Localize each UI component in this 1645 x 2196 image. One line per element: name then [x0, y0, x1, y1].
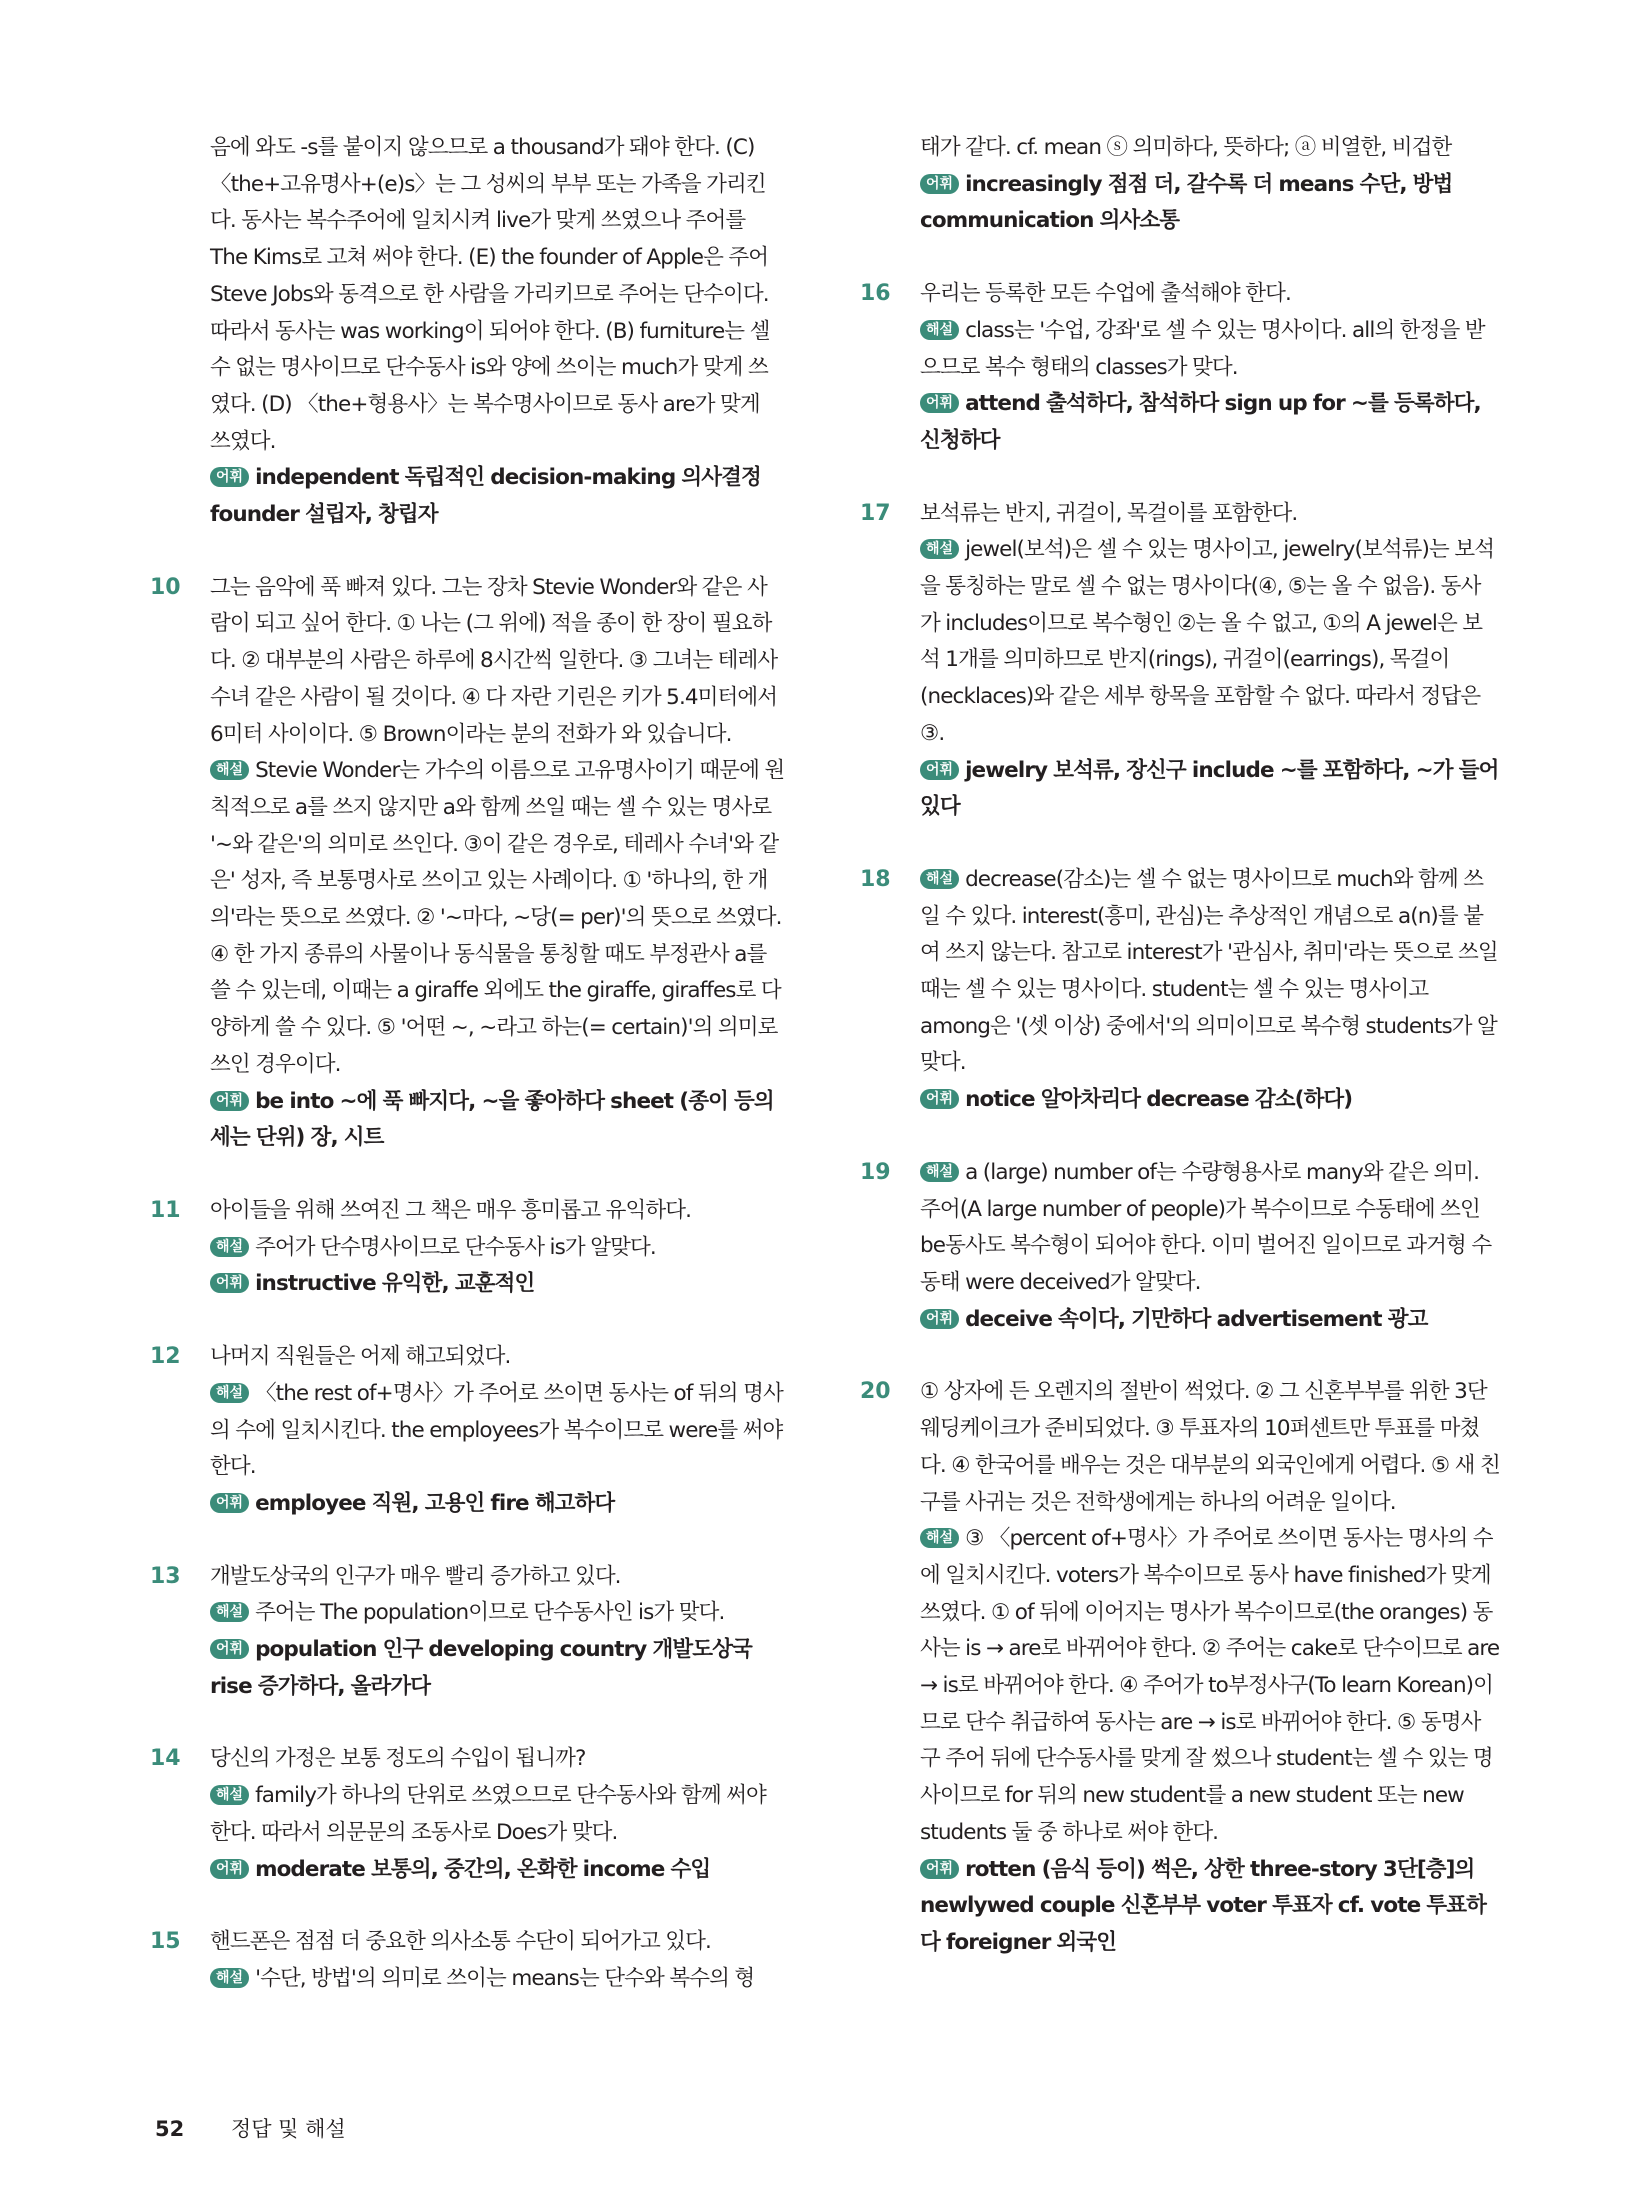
vocab-line: [210, 1632, 785, 1705]
vocab-badge: 어휘: [210, 1091, 249, 1111]
vocab-line: [920, 386, 1500, 459]
vocab-text: deceive 속이다, 기만하다 advertisement 광고: [965, 1306, 1428, 1332]
explanation-line: [210, 1230, 785, 1267]
question-11: [150, 1193, 785, 1303]
explanation-text: decrease(감소)는 셀 수 없는 명사이므로 much와 함께 쓰일 수 있다. interest(흥미, 관심)는 추상적인 개념으로 a(n)를 붙여 쓰지 않는다. 참고로 interest가 '관심사, 취미'라는 뜻으로 쓰일 때는 셀 수 있는 명사이다. student는 셀 수 있는 명사이고 among은 '(셋 이상) 중에서'의 의미이므로 복수형 students가 알맞다.: [920, 866, 1498, 1076]
question-12: [150, 1339, 785, 1523]
page-number: 52: [155, 2117, 185, 2141]
vocab-line: [210, 460, 785, 533]
vocab-line: [210, 1852, 785, 1889]
explanation-text: a (large) number of는 수량형용사로 many와 같은 의미. 주어(A large number of people)가 복수이므로 수동태에 쓰인 be동사도 복수형이 되어야 한다. 이미 벌어진 일이므로 과거형 수동태 were deceived가 알맞다.: [920, 1159, 1492, 1295]
explanation-badge: 해설: [920, 539, 959, 559]
question-number: 20: [860, 1379, 891, 1405]
question-text: 우리는 등록한 모든 수업에 출석해야 한다.: [920, 281, 1291, 307]
vocab-badge: 어휘: [210, 1273, 249, 1293]
vocab-badge: 어휘: [210, 1859, 249, 1879]
explanation-line: [920, 1155, 1500, 1302]
explanation-text: 태가 같다. cf. mean ⓢ 의미하다, 뜻하다; ⓐ 비열한, 비겁한: [920, 135, 1452, 160]
explanation-text: ③ 〈percent of+명사〉가 주어로 쓰이면 동사는 명사의 수에 일치시킨다. voters가 복수이므로 동사 have finished가 맞게 쓰였다. ① of 뒤에 이어지는 명사가 복수이므로(the oranges) 동사는 is → are로 바뀌어야 한다. ② 주어는 cake로 단수이므로 are → is로 바뀌어야 한다. ④ 주어가 to부정사구(To learn Korean)이므로 단수 취급하여 동사는 are → is로 바뀌어야 한다. ⑤ 동명사구 주어 뒤에 단수동사를 맞게 잘 썼으나 student는 셀 수 있는 명사이므로 for 뒤의 new student를 a new student 또는 new students 둘 중 하나로 써야 한다.: [920, 1526, 1500, 1845]
question-text: 아이들을 위해 쓰여진 그 책은 매우 흥미롭고 유익하다.: [210, 1197, 692, 1223]
explanation-text: 음에 와도 -s를 붙이지 않으므로 a thousand가 돼야 한다. (C) 〈the+고유명사+(e)s〉는 그 성씨의 부부 또는 가족을 가리킨다. 동사는 복수주어에 일치시켜 live가 맞게 쓰였으나 주어를 The Kims로 고쳐 써야 한다. (E) the founder of Apple은 주어 Steve Jobs와 동격으로 한 사람을 가리키므로 주어는 단수이다. 따라서 동사는 was working이 되어야 한다. (B) furniture는 셀 수 없는 명사이므로 단수동사 is와 양에 쓰이는 much가 맞게 쓰였다. (D) 〈the+형용사〉는 복수명사이므로 동사 are가 맞게 쓰였다.: [210, 135, 770, 454]
question-15: [150, 1924, 785, 1997]
footer-label: 정답 및 해설: [230, 2117, 346, 2141]
vocab-badge: 어휘: [920, 174, 959, 194]
vocab-text: instructive 유익한, 교훈적인: [255, 1271, 535, 1297]
question-number: 11: [150, 1197, 181, 1223]
explanation-text: '수단, 방법'의 의미로 쓰이는 means는 단수와 복수의 형: [255, 1965, 755, 1991]
vocab-text: population 인구 developing country 개발도상국 rise 증가하다, 올라가다: [210, 1637, 752, 1699]
vocab-badge: 어휘: [920, 393, 959, 413]
vocab-line: [210, 1266, 785, 1303]
question-number: 14: [150, 1746, 181, 1772]
question-number: 12: [150, 1344, 181, 1370]
vocab-text: jewelry 보석류, 장신구 include ~를 포함하다, ~가 들어 있다: [920, 757, 1499, 820]
vocab-text: increasingly 점점 더, 갈수록 더 means 수단, 방법 communication 의사소통: [920, 171, 1453, 234]
vocab-line: [920, 1082, 1500, 1119]
question-number: 15: [150, 1929, 181, 1955]
right-column: [860, 130, 1500, 1962]
question-20: [860, 1374, 1500, 1961]
vocab-text: rotten (음식 등이) 썩은, 상한 three-story 3단[층]의 newlywed couple 신혼부부 voter 투표자 cf. vote 투표하다 foreigner 외국인: [920, 1856, 1487, 1955]
explanation-text: family가 하나의 단위로 쓰였으므로 단수동사와 함께 써야 한다. 따라서 의문문의 조동사로 Does가 맞다.: [210, 1783, 766, 1845]
explanation-badge: 해설: [920, 320, 959, 340]
question-number: 17: [860, 500, 891, 526]
explanation-badge: 해설: [210, 1237, 249, 1257]
question-text: 당신의 가정은 보통 정도의 수입이 됩니까?: [210, 1746, 586, 1772]
explanation-badge: 해설: [210, 1383, 249, 1403]
explanation-line: [920, 313, 1500, 386]
vocab-text: notice 알아차리다 decrease 감소(하다): [965, 1087, 1353, 1113]
explanation-text: jewel(보석)은 셀 수 있는 명사이고, jewelry(보석류)는 보석을 통칭하는 말로 셀 수 없는 명사이다(④, ⑤는 올 수 없음). 동사가 includes이므로 복수형인 ②는 올 수 없고, ①의 A jewel은 보석 1개를 의미하므로 반지(rings), 귀걸이(earrings), 목걸이(necklaces)와 같은 세부 항목을 포함할 수 없다. 따라서 정답은 ③.: [920, 537, 1495, 746]
vocab-badge: 어휘: [920, 760, 959, 780]
question-number: 13: [150, 1563, 181, 1589]
question-text: ① 상자에 든 오렌지의 절반이 썩었다. ② 그 신혼부부를 위한 3단 웨딩케이크가 준비되었다. ③ 투표자의 10퍼센트만 투표를 마쳤다. ④ 한국어를 배우는 것은 대부분의 외국인에게 어렵다. ⑤ 새 친구를 사귀는 것은 전학생에게는 하나의 어려운 일이다.: [920, 1379, 1500, 1515]
explanation-line: [920, 532, 1500, 752]
vocab-badge: 어휘: [210, 1493, 249, 1513]
explanation-text: 주어가 단수명사이므로 단수동사 is가 알맞다.: [255, 1234, 656, 1260]
question-text: 핸드폰은 점점 더 중요한 의사소통 수단이 되어가고 있다.: [210, 1929, 711, 1955]
vocab-text: be into ~에 푹 빠지다, ~을 좋아하다 sheet (종이 등의 세는 단위) 장, 시트: [210, 1088, 774, 1151]
question-number: 16: [860, 281, 891, 307]
explanation-line: [920, 1521, 1500, 1851]
vocab-badge: 어휘: [920, 1089, 959, 1109]
explanation-line: [210, 1595, 785, 1632]
vocab-text: moderate 보통의, 중간의, 온화한 income 수입: [255, 1856, 711, 1882]
explanation-text: 주어는 The population이므로 단수동사인 is가 맞다.: [255, 1600, 725, 1626]
entry-continued: [150, 130, 785, 534]
vocab-text: independent 독립적인 decision-making 의사결정 founder 설립자, 창립자: [210, 465, 761, 528]
question-text: 나머지 직원들은 어제 해고되었다.: [210, 1344, 511, 1370]
explanation-text: Stevie Wonder는 가수의 이름으로 고유명사이기 때문에 원칙적으로 a를 쓰지 않지만 a와 함께 쓰일 때는 셀 수 있는 명사로 '~와 같은'의 의미로 쓰인다. ③이 같은 경우로, 테레사 수녀'와 같은' 성자, 즉 보통명사로 쓰이고 있는 사례이다. ① '하나의, 한 개의'라는 뜻으로 쓰였다. ② '~마다, ~당(= per)'의 뜻으로 쓰였다. ④ 한 가지 종류의 사물이나 동식물을 통칭할 때도 부정관사 a를 쓸 수 있는데, 이때는 a giraffe 외에도 the giraffe, giraffes로 다양하게 쓸 수 있다. ⑤ '어떤 ~, ~라고 하는(= certain)'의 의미로 쓰인 경우이다.: [210, 758, 785, 1077]
explanation-text: class는 '수업, 강좌'로 셀 수 있는 명사이다. all의 한정을 받으므로 복수 형태의 classes가 맞다.: [920, 317, 1485, 380]
question-13: [150, 1559, 785, 1706]
vocab-line: [210, 1084, 785, 1157]
question-number: 19: [860, 1159, 891, 1185]
explanation-badge: 해설: [210, 1968, 249, 1988]
vocab-line: [920, 753, 1500, 826]
explanation-line: [210, 753, 785, 1083]
page-footer: [155, 2113, 346, 2143]
explanation-line: [210, 1961, 785, 1998]
explanation-line: [210, 1376, 785, 1486]
question-text: 보석류는 반지, 귀걸이, 목걸이를 포함한다.: [920, 500, 1298, 526]
vocab-text: employee 직원, 고용인 fire 해고하다: [255, 1490, 615, 1516]
explanation-badge: 해설: [210, 760, 249, 780]
explanation-text: 〈the rest of+명사〉가 주어로 쓰이면 동사는 of 뒤의 명사의 수에 일치시킨다. the employees가 복수이므로 were를 써야 한다.: [210, 1380, 783, 1480]
question-19: [860, 1155, 1500, 1339]
vocab-line: [210, 1486, 785, 1523]
question-number: 10: [150, 574, 181, 600]
explanation-badge: 해설: [210, 1602, 249, 1622]
question-18: [860, 862, 1500, 1119]
explanation-badge: 해설: [920, 1528, 959, 1548]
question-17: [860, 496, 1500, 826]
explanation-line: [210, 1778, 785, 1851]
explanation-badge: 해설: [210, 1785, 249, 1805]
explanation-badge: 해설: [920, 869, 959, 889]
question-16: [860, 276, 1500, 460]
vocab-badge: 어휘: [210, 1639, 249, 1659]
question-number: 18: [860, 866, 891, 892]
vocab-line: [920, 1302, 1500, 1339]
vocab-text: attend 출석하다, 참석하다 sign up for ~를 등록하다, 신청하다: [920, 391, 1481, 453]
question-text: 그는 음악에 푹 빠져 있다. 그는 장차 Stevie Wonder와 같은 사람이 되고 싶어 한다. ① 나는 (그 위에) 적을 종이 한 장이 필요하다. ② 대부분의 사람은 하루에 8시간씩 일한다. ③ 그녀는 테레사 수녀 같은 사람이 될 것이다. ④ 다 자란 기린은 키가 5.4미터에서 6미터 사이이다. ⑤ Brown이라는 분의 전화가 와 있습니다.: [210, 574, 778, 747]
vocab-line: [920, 1852, 1500, 1962]
explanation-badge: 해설: [920, 1162, 959, 1182]
question-10: [150, 570, 785, 1157]
vocab-badge: 어휘: [210, 467, 249, 487]
vocab-badge: 어휘: [920, 1309, 959, 1329]
vocab-line: [920, 167, 1500, 240]
question-14: [150, 1741, 785, 1888]
question-text: 개발도상국의 인구가 매우 빨리 증가하고 있다.: [210, 1563, 621, 1589]
entry-continued: [860, 130, 1500, 240]
left-column: [150, 130, 785, 1998]
vocab-badge: 어휘: [920, 1859, 959, 1879]
explanation-line: [920, 862, 1500, 1082]
